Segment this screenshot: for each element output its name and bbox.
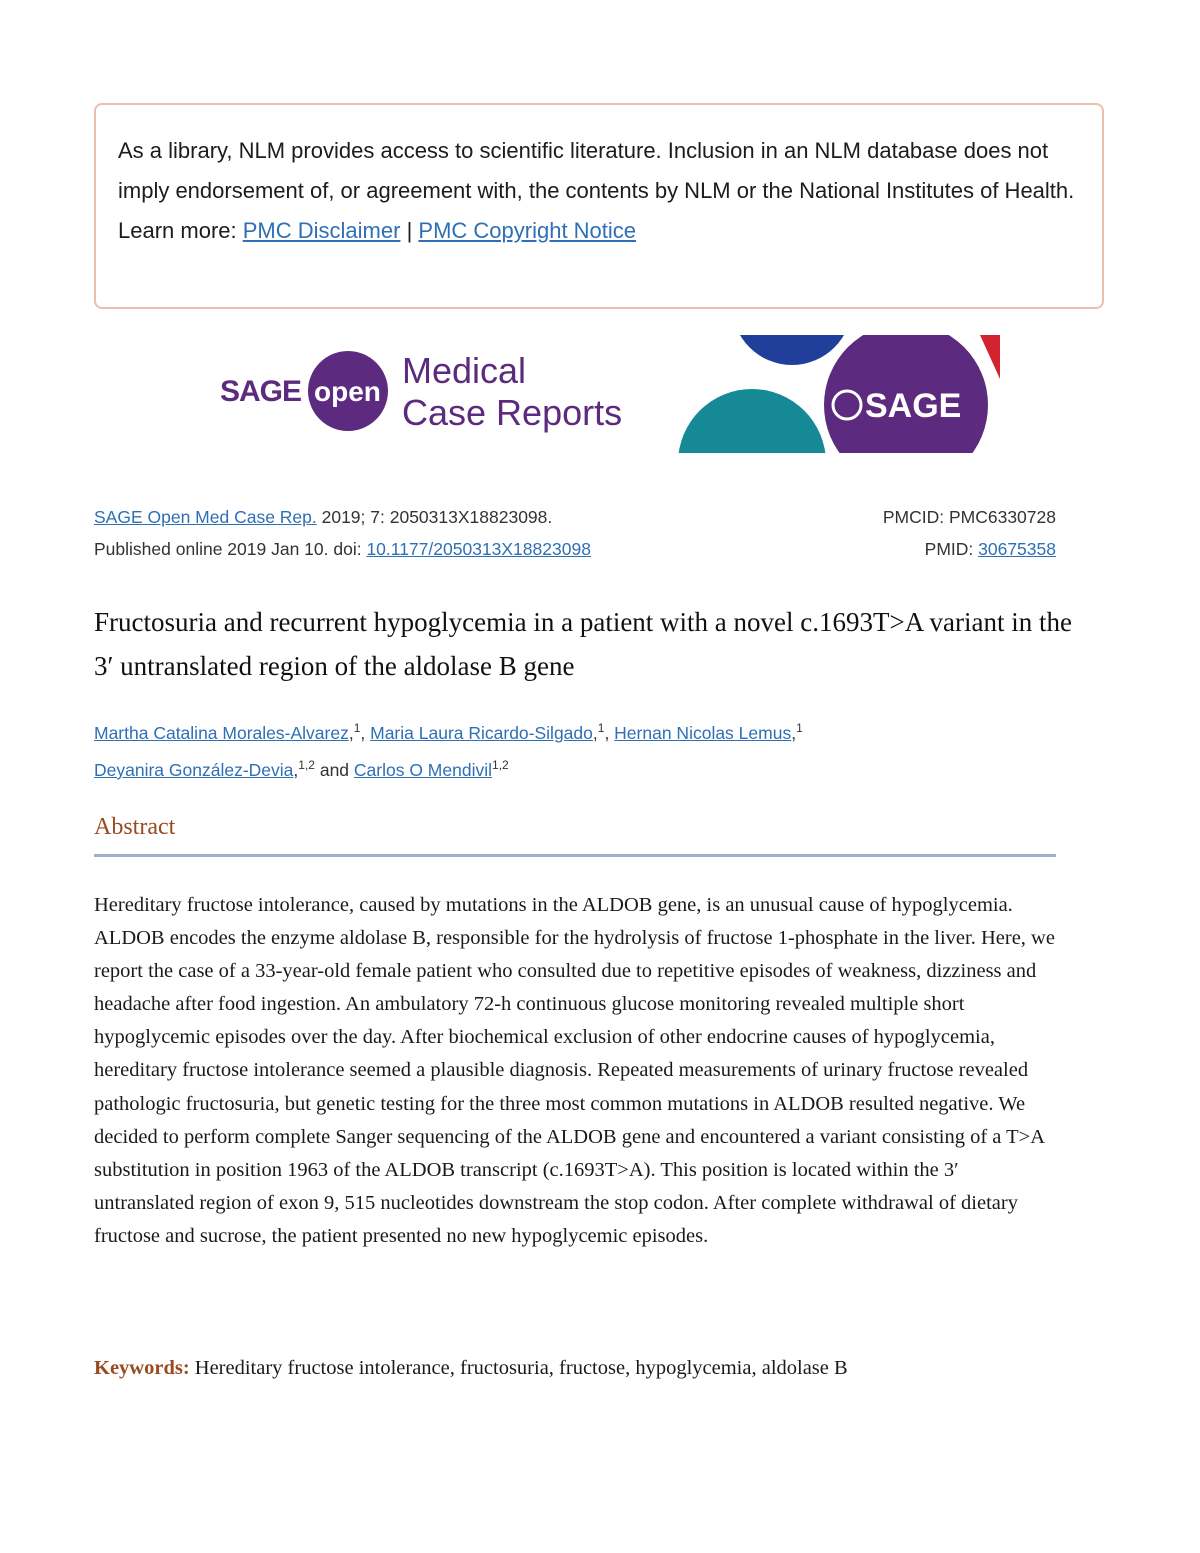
author-comma: ,	[293, 759, 299, 780]
journal-name-line1: Medical	[402, 350, 527, 391]
sage-publisher-logo: SAGE	[865, 387, 962, 425]
notice-text: As a library, NLM provides access to scientific literature. Inclusion in an NLM database does not imply endorsement of, or agreement with, the contents by NLM or the National Institutes of Health.	[118, 138, 1075, 203]
pmid-link[interactable]: 30675358	[978, 539, 1056, 559]
learn-more-label: Learn more:	[118, 218, 237, 243]
author-comma: ,	[348, 722, 354, 743]
blue-circle-shape	[732, 335, 852, 365]
nlm-disclaimer-notice	[94, 103, 1104, 309]
author-affiliation: 1,2	[298, 757, 315, 772]
author-link[interactable]: Martha Catalina Morales-Alvarez	[94, 722, 349, 743]
article-title: Fructosuria and recurrent hypoglycemia in a patient with a novel c.1693T>A variant in the 3′ untranslated region of the aldolase B gene	[94, 607, 1072, 681]
abstract-text: Hereditary fructose intolerance, caused by mutations in the ALDOB gene, is an unusual cause of hypoglycemia. ALDOB encodes the enzyme aldolase B, responsible for the hydrolysis of fructose 1-phosphate in the liver. Here, we report the case of a 33-year-old female patient who consulted due to repetitive episodes of weakness, dizziness and headache after food ingestion. An ambulatory 72-h continuous glucose monitoring revealed multiple short hypoglycemic episodes over the day. After biochemical exclusion of other endocrine causes of hypoglycemia, hereditary fructose intolerance seemed a plausible diagnosis. Repeated measurements of urinary fructose revealed pathologic fructosuria, but genetic testing for the three most common mutations in ALDOB resulted negative. We decided to perform complete Sanger sequencing of the ALDOB gene and encountered a variant consisting of a T>A substitution in position 1963 of the ALDOB transcript (c.1693T>A). This position is located within the 3′ untranslated region of exon 9, 515 nucleotides downstream the stop codon. After complete withdrawal of dietary fructose and sucrose, the patient presented no new hypoglycemic episodes.	[94, 894, 1055, 1247]
link-separator: |	[406, 218, 413, 243]
citation-details: 2019; 7: 2050313X18823098.	[316, 507, 553, 527]
open-wordmark: open	[314, 376, 381, 407]
learn-more-line	[118, 211, 1080, 251]
published-line	[94, 536, 1056, 562]
pmid-label: PMID:	[924, 539, 979, 559]
pmcid: PMCID: PMC6330728	[882, 507, 1056, 527]
author-link[interactable]: Hernan Nicolas Lemus	[614, 722, 792, 743]
author-list	[94, 712, 1074, 786]
journal-banner	[220, 335, 1000, 453]
author-link[interactable]: Maria Laura Ricardo-Silgado	[370, 722, 593, 743]
author-separator: ,	[604, 722, 615, 743]
author-affiliation: 1	[796, 721, 803, 735]
citation-line	[94, 504, 1056, 530]
abstract-divider	[94, 854, 1056, 857]
author-link[interactable]: Carlos O Mendivil	[353, 759, 493, 780]
doi-link[interactable]: 10.1177/2050313X18823098	[366, 539, 591, 559]
author-separator: ,	[360, 722, 371, 743]
author-affiliation: 1,2	[492, 757, 509, 772]
author-affiliation: 1	[597, 721, 605, 735]
keywords	[94, 1352, 1056, 1385]
journal-banner-graphic	[220, 335, 1000, 453]
author-comma: ,	[592, 722, 598, 743]
keywords-list: Hereditary fructose intolerance, fructosuria, fructose, hypoglycemia, aldolase B	[189, 1357, 848, 1379]
keywords-label: Keywords:	[94, 1357, 190, 1379]
journal-name-line2: Case Reports	[402, 392, 623, 433]
author-separator: and	[314, 759, 354, 780]
published-text: Published online 2019 Jan 10. doi:	[94, 539, 367, 559]
author-affiliation: 1	[353, 721, 361, 735]
sage-wordmark: SAGE	[220, 375, 302, 408]
author-link[interactable]: Deyanira González-Devia	[94, 759, 294, 780]
abstract-heading: Abstract	[94, 814, 176, 840]
pmc-disclaimer-link[interactable]: PMC Disclaimer	[242, 218, 401, 243]
journal-link[interactable]: SAGE Open Med Case Rep.	[94, 507, 317, 527]
pmc-copyright-link[interactable]: PMC Copyright Notice	[418, 218, 637, 243]
red-accent-shape	[980, 335, 1000, 379]
teal-circle-shape	[678, 389, 826, 453]
pmid	[925, 536, 1056, 562]
author-comma: ,	[791, 722, 797, 743]
